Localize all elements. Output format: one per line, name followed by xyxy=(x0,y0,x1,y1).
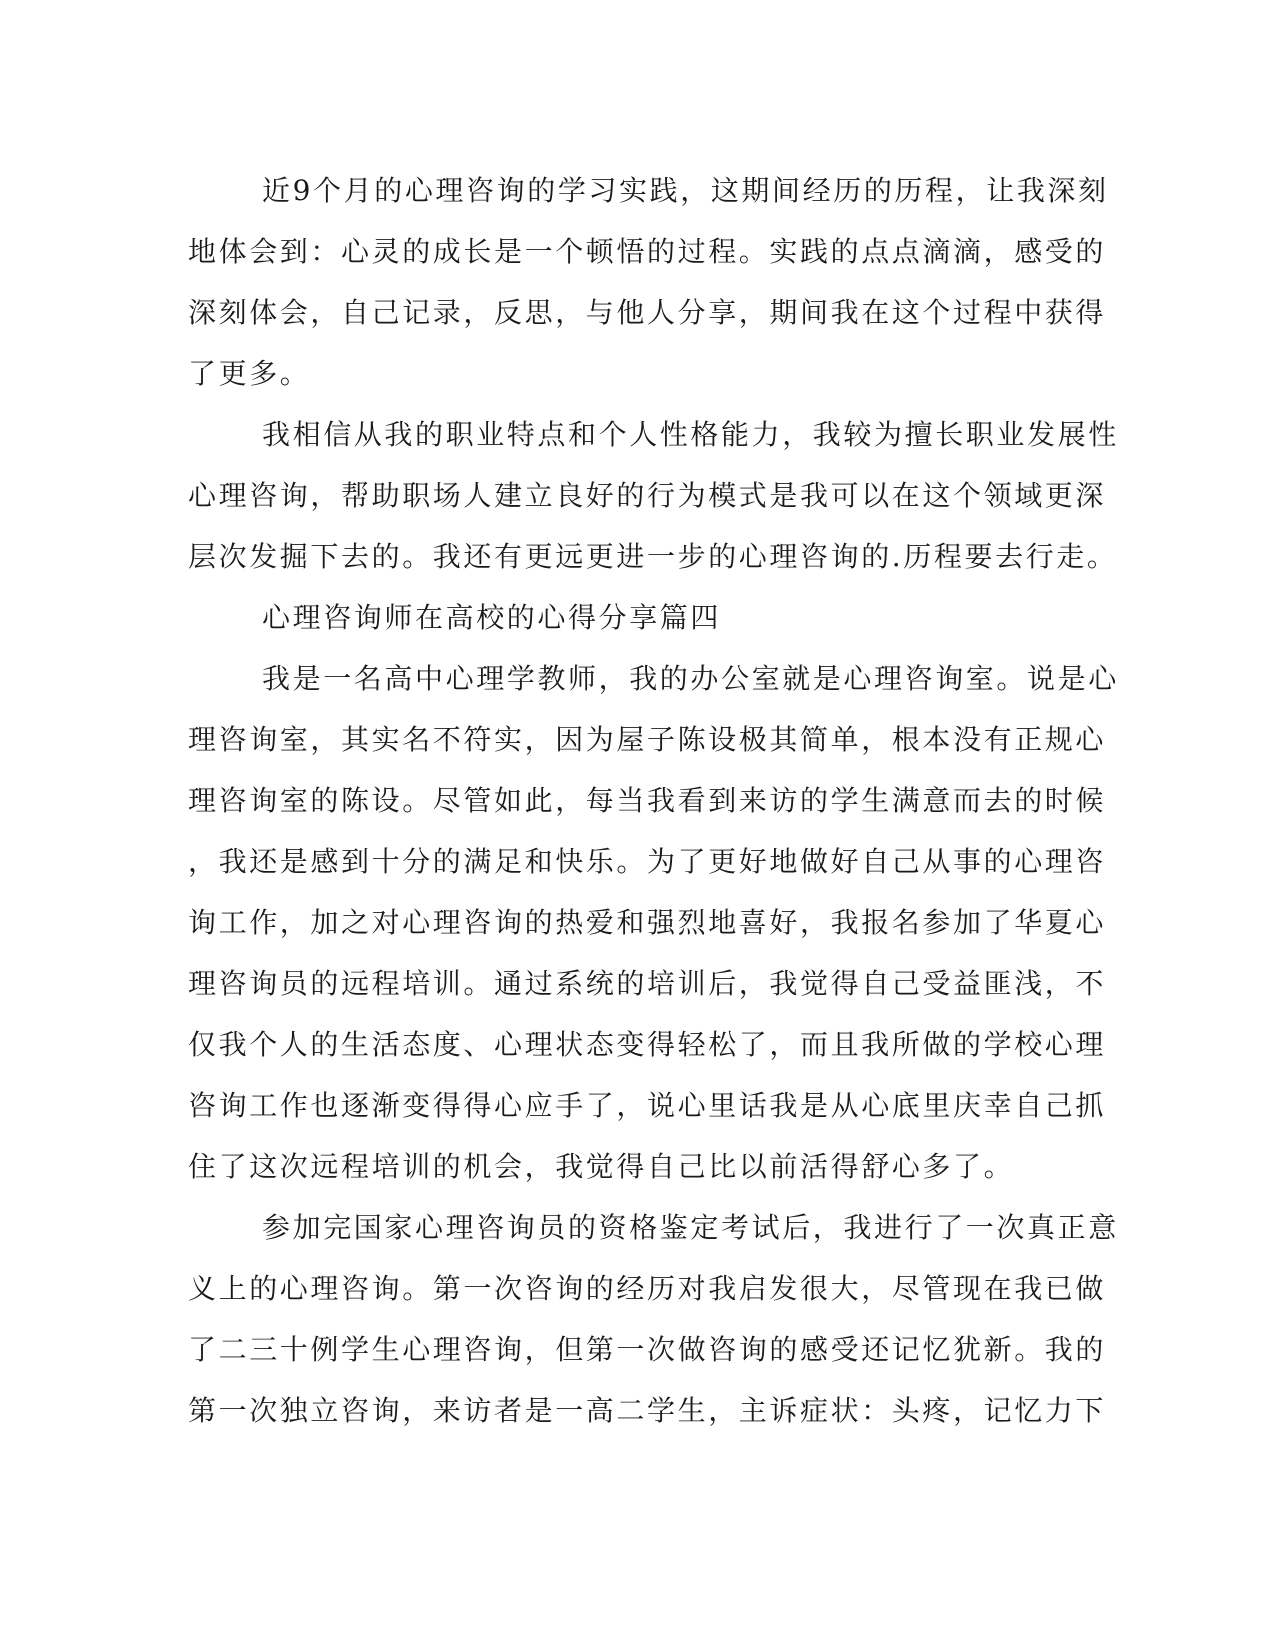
text-line: 了更多。 xyxy=(188,357,311,390)
text-line: 近9个月的心理咨询的学习实践，这期间经历的历程，让我深刻 xyxy=(262,174,1109,207)
text-line: 询工作，加之对心理咨询的热爱和强烈地喜好，我报名参加了华夏心 xyxy=(188,906,1107,939)
text-line: 咨询工作也逐渐变得得心应手了，说心里话我是从心底里庆幸自己抓 xyxy=(188,1089,1107,1122)
text-line: 深刻体会，自己记录，反思，与他人分享，期间我在这个过程中获得 xyxy=(188,296,1107,329)
text-line: 参加完国家心理咨询员的资格鉴定考试后，我进行了一次真正意 xyxy=(262,1211,1119,1244)
text-line: 地体会到：心灵的成长是一个顿悟的过程。实践的点点滴滴，感受的 xyxy=(188,235,1107,268)
section-heading: 心理咨询师在高校的心得分享篇四 xyxy=(262,601,722,634)
text-line: 我相信从我的职业特点和个人性格能力，我较为擅长职业发展性 xyxy=(262,418,1119,451)
text-line: 仅我个人的生活态度、心理状态变得轻松了，而且我所做的学校心理 xyxy=(188,1028,1107,1061)
body-text xyxy=(188,160,1119,1441)
text-line: 理咨询员的远程培训。通过系统的培训后，我觉得自己受益匪浅，不 xyxy=(188,967,1107,1000)
text-line: 理咨询室，其实名不符实，因为屋子陈设极其简单，根本没有正规心 xyxy=(188,723,1107,756)
text-line: 理咨询室的陈设。尽管如此，每当我看到来访的学生满意而去的时候 xyxy=(188,784,1107,817)
text-line: 心理咨询，帮助职场人建立良好的行为模式是我可以在这个领域更深 xyxy=(188,479,1107,512)
text-line: 义上的心理咨询。第一次咨询的经历对我启发很大，尽管现在我已做 xyxy=(188,1272,1107,1305)
text-line: 层次发掘下去的。我还有更远更进一步的心理咨询的.历程要去行走。 xyxy=(188,540,1118,573)
text-line: 我是一名高中心理学教师，我的办公室就是心理咨询室。说是心 xyxy=(262,662,1119,695)
text-line: 第一次独立咨询，来访者是一高二学生，主诉症状：头疼，记忆力下 xyxy=(188,1394,1107,1427)
text-line: 了二三十例学生心理咨询，但第一次做咨询的感受还记忆犹新。我的 xyxy=(188,1333,1107,1366)
text-line: ，我还是感到十分的满足和快乐。为了更好地做好自己从事的心理咨 xyxy=(188,845,1107,878)
text-line: 住了这次远程培训的机会，我觉得自己比以前活得舒心多了。 xyxy=(188,1150,1015,1183)
